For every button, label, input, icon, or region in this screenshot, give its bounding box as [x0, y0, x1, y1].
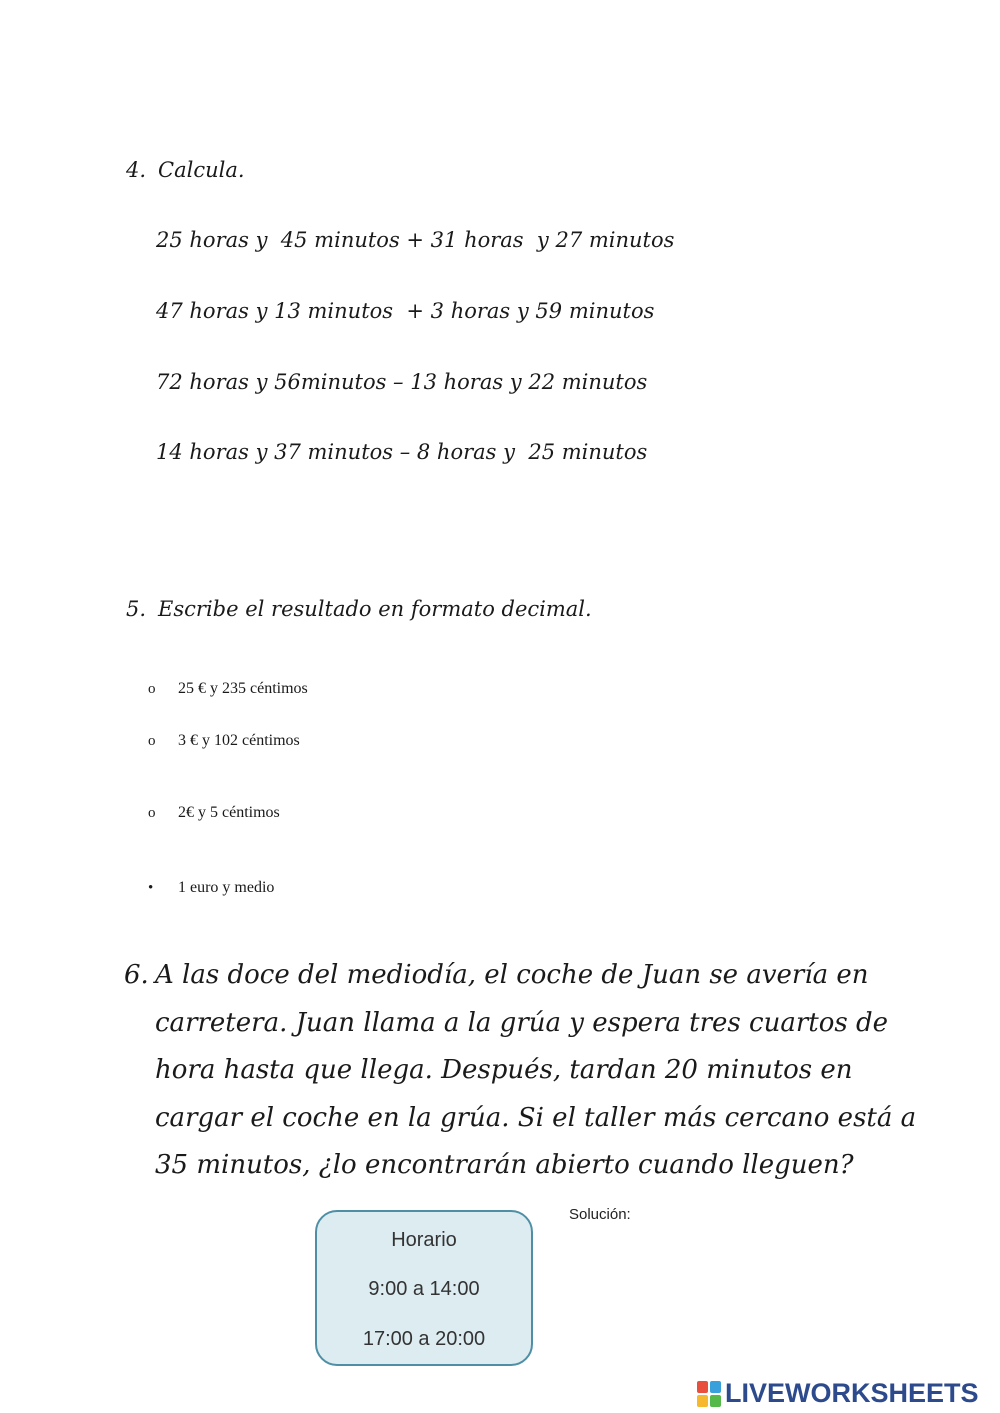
list-marker: o — [148, 732, 156, 749]
exercise-5-heading — [126, 597, 592, 621]
list-item-text: 3 € y 102 céntimos — [178, 732, 300, 749]
exercise-6-number: 6. — [124, 960, 149, 990]
exercise-4-number: 4. — [126, 158, 147, 182]
list-item-text: 25 € y 235 céntimos — [178, 680, 308, 697]
calc-line: 14 horas y 37 minutos – 8 horas y 25 minutos — [156, 440, 648, 464]
problem-line: cargar el coche en la grúa. Si el taller más cercano está a — [155, 1102, 917, 1133]
list-marker: o — [148, 680, 156, 697]
schedule-row: 9:00 a 14:00 — [368, 1278, 480, 1300]
list-marker: o — [148, 804, 156, 821]
exercise-5-number: 5. — [126, 597, 147, 621]
exercise-4-title: Calcula. — [158, 158, 245, 182]
problem-line: 35 minutos, ¿lo encontrarán abierto cuando lleguen? — [155, 1150, 854, 1180]
exercise-6-problem — [124, 952, 944, 1190]
problem-line: carretera. Juan llama a la grúa y espera tres cuartos de — [155, 1007, 889, 1038]
list-item — [148, 680, 308, 698]
list-item-text: 2€ y 5 céntimos — [178, 804, 280, 821]
list-item — [148, 732, 300, 750]
calc-line: 72 horas y 56minutos – 13 horas y 22 minutos — [156, 370, 648, 394]
liveworksheets-icon — [697, 1381, 721, 1407]
calc-line: 47 horas y 13 minutos + 3 horas y 59 minutos — [156, 299, 655, 323]
list-item — [148, 879, 274, 897]
schedule-box — [315, 1210, 533, 1366]
solution-label: Solución: — [569, 1206, 631, 1223]
liveworksheets-wordmark: LIVEWORKSHEETS — [725, 1378, 979, 1408]
exercise-5-title: Escribe el resultado en formato decimal. — [158, 597, 592, 621]
calc-line: 25 horas y 45 minutos + 31 horas y 27 minutos — [156, 228, 675, 252]
list-item — [148, 804, 280, 822]
list-bullet: • — [148, 879, 154, 896]
problem-line: A las doce del mediodía, el coche de Juan se avería en — [155, 960, 869, 990]
exercise-4-heading — [126, 158, 245, 182]
schedule-title: Horario — [391, 1229, 457, 1251]
liveworksheets-logo — [697, 1378, 979, 1409]
list-item-text: 1 euro y medio — [178, 879, 275, 896]
problem-line: hora hasta que llega. Después, tardan 20 minutos en — [155, 1055, 853, 1085]
exercise-6-text — [155, 952, 944, 1190]
schedule-row: 17:00 a 20:00 — [362, 1328, 486, 1350]
